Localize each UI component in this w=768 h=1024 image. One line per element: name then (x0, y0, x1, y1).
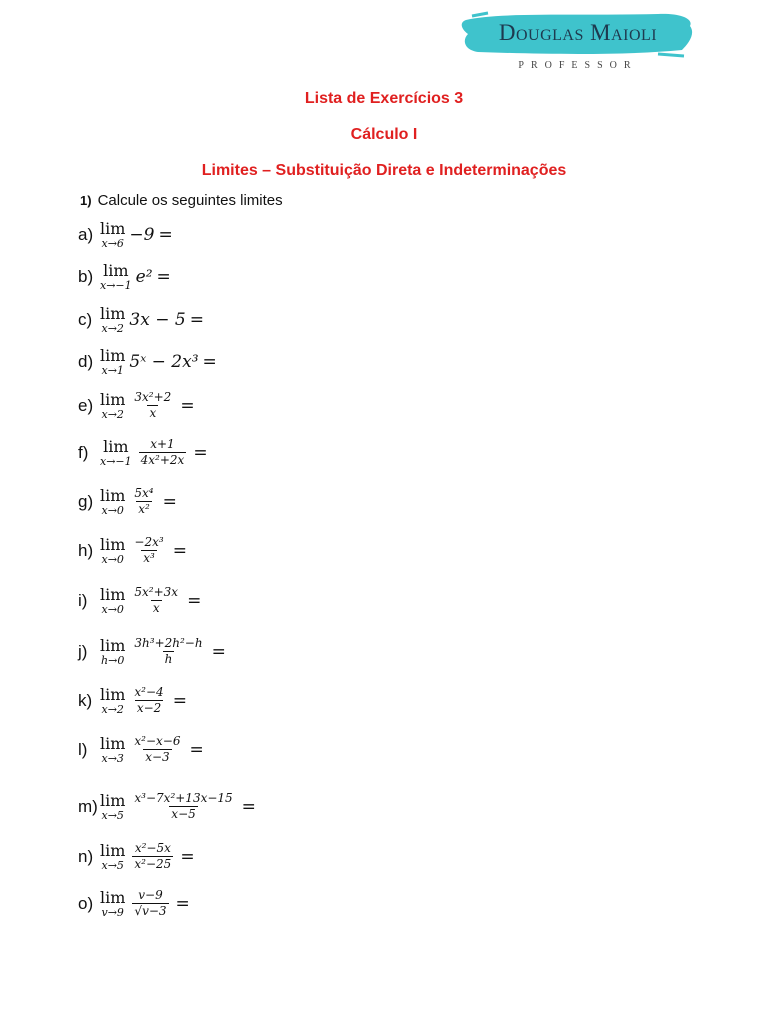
limit-subscript: x→2 (101, 407, 124, 421)
fraction (132, 841, 173, 872)
exercise-label: k) (78, 690, 93, 710)
exercise-e (78, 390, 195, 421)
limit-subscript: x→5 (101, 808, 124, 822)
exercise-label: a) (78, 225, 94, 244)
list-title: Lista de Exercícios 3 (304, 90, 464, 107)
limit-subscript: h→0 (101, 653, 125, 667)
logo (458, 6, 698, 72)
exercise-j (78, 636, 226, 667)
sqrt-radicand: v (142, 904, 149, 918)
denominator: x² (138, 502, 150, 516)
numerator: −2x³ (134, 535, 164, 549)
exercise-d (78, 347, 217, 377)
limit-subscript: x→3 (101, 751, 124, 765)
exercise-g (78, 486, 177, 517)
equals-sign: = (211, 641, 226, 662)
denominator: x−2 (136, 701, 162, 715)
limit-operator: lim x→2 (100, 304, 126, 335)
question-text: Calcule os seguintes limites (97, 192, 283, 209)
limit-expression: 3x − 5 (129, 310, 186, 330)
denominator-rest: −3 (148, 904, 167, 918)
limit-operator: lim v→9 (100, 887, 126, 919)
denominator: x (152, 601, 160, 615)
denominator: 4x²+2x (140, 453, 185, 467)
exercise-label: l) (78, 739, 88, 759)
exercise-label: h) (78, 540, 94, 560)
limit-operator: lim x→5 (100, 790, 126, 822)
fraction (132, 791, 234, 822)
fraction (132, 390, 173, 421)
question-prompt (80, 192, 283, 209)
fraction (132, 685, 165, 716)
fraction (132, 535, 165, 566)
limit-operator: lim x→2 (100, 389, 126, 421)
limit-subscript: x→6 (101, 237, 124, 250)
equals-sign: = (193, 442, 208, 463)
exercise-label: e) (78, 395, 94, 415)
exercise-k (78, 685, 187, 716)
exercise-i (78, 585, 201, 616)
numerator: 3h³+2h²−h (134, 636, 203, 650)
fraction (132, 486, 155, 517)
numerator: x+1 (150, 437, 175, 451)
limit-subscript: x→2 (101, 322, 124, 335)
fraction (132, 888, 168, 919)
fraction (139, 437, 187, 468)
logo-subtitle: PROFESSOR (518, 60, 638, 71)
topic-title: Limites – Substituição Direta e Indeterminações (201, 162, 567, 179)
equals-sign: = (172, 540, 187, 561)
limit-expression: 5ˣ − 2x³ (129, 352, 199, 372)
exercise-label: f) (78, 442, 89, 462)
limit-subscript: x→5 (101, 858, 124, 872)
exercise-label: o) (78, 893, 94, 913)
numerator: x³−7x²+13x−15 (134, 791, 233, 805)
limit-expression: e² (135, 267, 153, 287)
equals-sign: = (241, 796, 256, 817)
exercise-o (78, 888, 190, 919)
equals-sign: = (180, 846, 195, 867)
limit-subscript: x→0 (101, 552, 124, 566)
denominator: x²−25 (134, 857, 172, 871)
limit-operator: lim x→0 (100, 534, 126, 566)
limit-operator: lim x→3 (100, 733, 126, 765)
limit-operator: lim x→2 (100, 684, 126, 716)
numerator: x²−x−6 (134, 734, 181, 748)
limit-operator: lim x→6 (100, 219, 126, 250)
limit-subscript: x→2 (101, 702, 124, 716)
equals-sign: = (189, 739, 204, 760)
limit-subscript: x→−1 (100, 279, 132, 292)
limit-subscript: x→−1 (100, 454, 132, 468)
question-number: 1) (80, 193, 92, 208)
limit-subscript: x→0 (101, 503, 124, 517)
fraction (132, 636, 204, 667)
exercise-l (78, 734, 204, 765)
sqrt-symbol: √ (134, 904, 143, 918)
fraction (132, 585, 180, 616)
limit-operator: lim x→−1 (100, 436, 132, 468)
denominator: x−5 (171, 807, 196, 821)
denominator (132, 903, 168, 919)
exercise-label: c) (78, 310, 93, 329)
exercise-f (78, 437, 208, 468)
numerator: 5x²+3x (134, 585, 179, 599)
limit-expression: −9 (129, 225, 155, 245)
limit-subscript: x→1 (101, 364, 124, 377)
equals-sign: = (156, 267, 171, 287)
limit-operator: lim x→1 (100, 346, 126, 377)
equals-sign: = (202, 352, 217, 372)
denominator: x³ (143, 551, 155, 565)
equals-sign: = (162, 491, 177, 512)
exercise-label: i) (78, 590, 88, 610)
denominator: x (149, 406, 157, 420)
limit-subscript: x→0 (101, 602, 124, 616)
equals-sign: = (158, 225, 173, 245)
exercise-a (78, 220, 173, 250)
limit-operator: lim x→−1 (100, 261, 132, 292)
exercise-h (78, 535, 187, 566)
exercise-label: j) (78, 641, 88, 661)
fraction (132, 734, 182, 765)
equals-sign: = (175, 893, 190, 914)
exercise-label: d) (78, 352, 94, 371)
limit-operator: lim x→0 (100, 485, 126, 517)
equals-sign: = (187, 590, 202, 611)
exercise-label: g) (78, 491, 94, 511)
exercise-m (78, 791, 256, 822)
exercise-b (78, 262, 171, 292)
limit-operator: lim x→0 (100, 584, 126, 616)
exercise-label: b) (78, 267, 94, 286)
denominator: x−3 (145, 750, 170, 764)
exercise-n (78, 841, 195, 872)
equals-sign: = (180, 395, 195, 416)
limit-operator: lim x→5 (100, 840, 126, 872)
equals-sign: = (189, 310, 204, 330)
numerator: x²−4 (134, 685, 164, 699)
numerator: 5x⁴ (134, 486, 154, 500)
denominator: h (164, 652, 173, 666)
exercise-label: n) (78, 846, 94, 866)
numerator: x²−5x (134, 841, 171, 855)
limit-operator: lim h→0 (100, 635, 126, 667)
numerator: 3x²+2 (134, 390, 172, 404)
limit-subscript: v→9 (101, 905, 124, 919)
numerator: v−9 (138, 888, 163, 902)
exercise-label: m) (78, 796, 98, 816)
logo-name: Douglas Maioli (498, 20, 658, 45)
exercise-c (78, 305, 204, 335)
course-title: Cálculo I (350, 126, 418, 143)
equals-sign: = (172, 690, 187, 711)
